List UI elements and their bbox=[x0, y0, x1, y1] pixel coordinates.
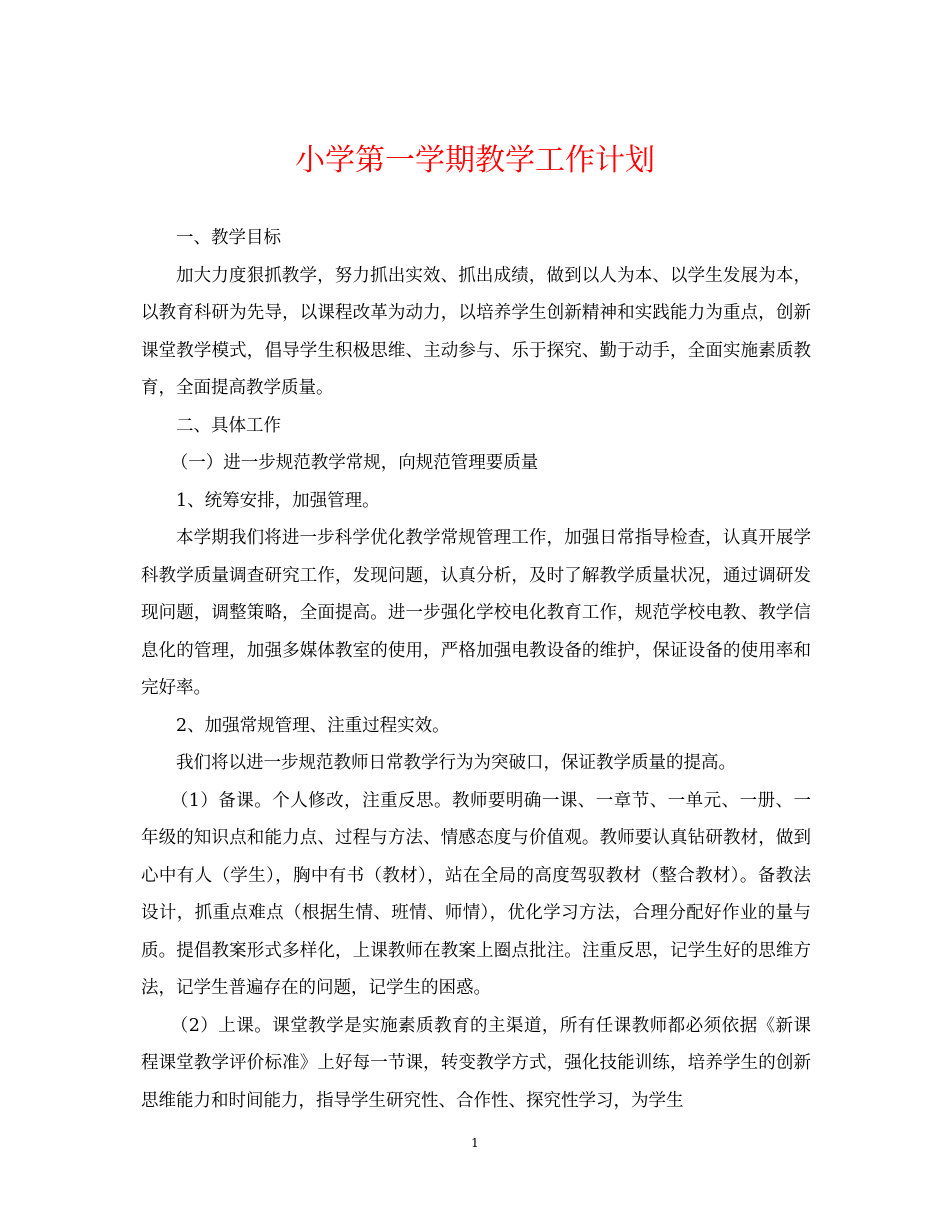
section-heading-specific-work: 二、具体工作 bbox=[176, 415, 281, 436]
paragraph-management-work: 本学期我们将进一步科学优化教学常规管理工作，加强日常指导检查，认真开展学科教学质量调查研究工作，发现问题，认真分析，及时了解教学质量状况，通过调研发现问题，调整策略，全面提高。进一步强化学校电化教育工作，规范学校电教、教学信息化的管理，加强多媒体教室的使用，严格加强电教设备的维护，保证设备的使用率和完好率。 bbox=[141, 528, 811, 698]
paragraph-classroom-teaching: （2）上课。课堂教学是实施素质教育的主渠道，所有任课教师都必须依据《新课程课堂教学评价标准》上好每一节课，转变教学方式，强化技能训练，培养学生的创新思维能力和时间能力，指导学生研究性、合作性、探究性学习，为学生 bbox=[141, 1015, 811, 1111]
paragraph-teaching-behavior: 我们将以进一步规范教师日常教学行为为突破口，保证教学质量的提高。 bbox=[176, 753, 736, 773]
section-heading-teaching-goals: 一、教学目标 bbox=[176, 228, 281, 248]
item-heading-overall-arrangement: 1、统筹安排，加强管理。 bbox=[176, 490, 380, 511]
document-title: 小学第一学期教学工作计划 bbox=[295, 143, 655, 178]
subsection-heading-teaching-routine: （一）进一步规范教学常规，向规范管理要质量 bbox=[170, 453, 539, 473]
paragraph-teaching-goals: 加大力度狠抓教学，努力抓出实效、抓出成绩，做到以人为本、以学生发展为本，以教育科研为先导，以课程改革为动力，以培养学生创新精神和实践能力为重点，创新课堂教学模式，倡导学生积极思维、主动参与、乐于探究、勤于动手，全面实施素质教育，全面提高教学质量。 bbox=[141, 265, 811, 398]
document-body bbox=[141, 220, 811, 1120]
paragraph-lesson-preparation: （1）备课。个人修改，注重反思。教师要明确一课、一章节、一单元、一册、一年级的知识点和能力点、过程与方法、情感态度与价值观。教师要认真钻研教材，做到心中有人（学生），胸中有书（教材），站在全局的高度驾驭教材（整合教材）。备教法设计，抓重点难点（根据生情、班情、师情），优化学习方法，合理分配好作业的量与质。提倡教案形式多样化，上课教师在教案上圈点批注。注重反思，记学生好的思维方法，记学生普遍存在的问题，记学生的困惑。 bbox=[141, 790, 811, 998]
item-heading-routine-management: 2、加强常规管理、注重过程实效。 bbox=[176, 715, 450, 736]
page-number: 1 bbox=[471, 1136, 479, 1150]
